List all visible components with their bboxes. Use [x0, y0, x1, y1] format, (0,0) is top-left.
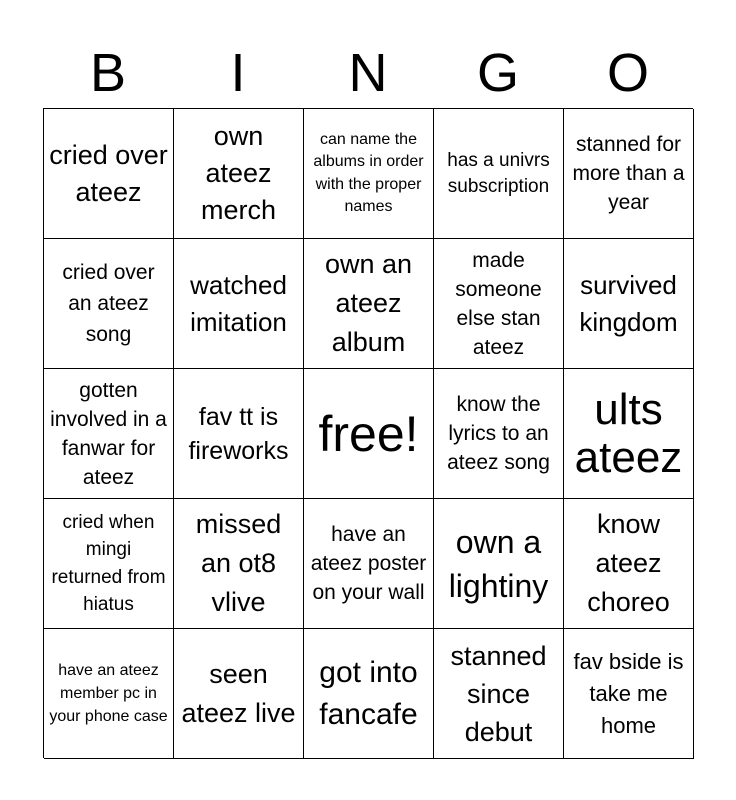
- bingo-cell-r1c3[interactable]: [304, 109, 434, 239]
- bingo-header: [43, 38, 693, 108]
- cell-text: stanned since debut: [450, 640, 547, 747]
- bingo-cell-r3c1[interactable]: [44, 369, 174, 499]
- cell-text: got into fancafe: [319, 655, 418, 731]
- cell-text: fav tt is fireworks: [188, 402, 289, 465]
- cell-text: fav bside is take me home: [573, 648, 684, 738]
- cell-text: gotten involved in a fanwar for ateez: [50, 378, 167, 489]
- bingo-cell-r4c2[interactable]: [174, 499, 304, 629]
- bingo-cell-r2c4[interactable]: [434, 239, 564, 369]
- bingo-cell-r3c4[interactable]: [434, 369, 564, 499]
- bingo-cell-r4c5[interactable]: [564, 499, 694, 629]
- cell-text: stanned for more than a year: [572, 133, 685, 214]
- cell-text: have an ateez member pc in your phone case: [49, 662, 168, 725]
- bingo-cell-r1c2[interactable]: [174, 109, 304, 239]
- cell-text: can name the albums in order with the proper names: [313, 130, 424, 215]
- bingo-cell-r3c2[interactable]: [174, 369, 304, 499]
- bingo-cell-r5c2[interactable]: [174, 629, 304, 759]
- bingo-cell-r4c4[interactable]: [434, 499, 564, 629]
- cell-text: own ateez merch: [200, 121, 276, 225]
- cell-text: cried over an ateez song: [62, 261, 155, 346]
- header-letter-g: G: [476, 43, 519, 103]
- cell-text: know ateez choreo: [587, 509, 670, 617]
- header-letter-i: I: [230, 43, 246, 103]
- cell-text: watched imitation: [190, 269, 287, 337]
- header-letter-o: O: [606, 43, 649, 103]
- bingo-cell-r1c4[interactable]: [434, 109, 564, 239]
- cell-text: cried when mingi returned from hiatus: [51, 511, 166, 615]
- cell-text: has a univrs subscription: [447, 149, 550, 197]
- bingo-cell-r1c5[interactable]: [564, 109, 694, 239]
- cell-text: cried over ateez: [49, 139, 168, 207]
- cell-text: have an ateez poster on your wall: [310, 523, 427, 604]
- bingo-cell-r2c2[interactable]: [174, 239, 304, 369]
- header-letter-n: N: [348, 43, 388, 103]
- header-letter-b: B: [89, 43, 127, 103]
- cell-text: own an ateez album: [324, 249, 413, 357]
- bingo-cell-r2c3[interactable]: [304, 239, 434, 369]
- cell-text: seen ateez live: [181, 658, 296, 728]
- bingo-cell-r4c3[interactable]: [304, 499, 434, 629]
- bingo-cell-r1c1[interactable]: [44, 109, 174, 239]
- bingo-cell-r5c3[interactable]: [304, 629, 434, 759]
- bingo-cell-r5c1[interactable]: [44, 629, 174, 759]
- bingo-cell-r5c5[interactable]: [564, 629, 694, 759]
- cell-text: ults ateez: [574, 384, 683, 482]
- bingo-cell-r5c4[interactable]: [434, 629, 564, 759]
- cell-text: know the lyrics to an ateez song: [447, 393, 550, 474]
- cell-text: free!: [318, 405, 419, 462]
- bingo-grid: [43, 108, 693, 758]
- cell-text: survived kingdom: [579, 269, 678, 337]
- cell-text: made someone else stan ateez: [455, 248, 542, 359]
- bingo-cell-r3c3[interactable]: [304, 369, 434, 499]
- bingo-cell-r2c5[interactable]: [564, 239, 694, 369]
- cell-text: own a lightiny: [448, 523, 549, 604]
- cell-text: missed an ot8 vlive: [195, 509, 282, 617]
- bingo-cell-r3c5[interactable]: [564, 369, 694, 499]
- bingo-cell-r2c1[interactable]: [44, 239, 174, 369]
- bingo-cell-r4c1[interactable]: [44, 499, 174, 629]
